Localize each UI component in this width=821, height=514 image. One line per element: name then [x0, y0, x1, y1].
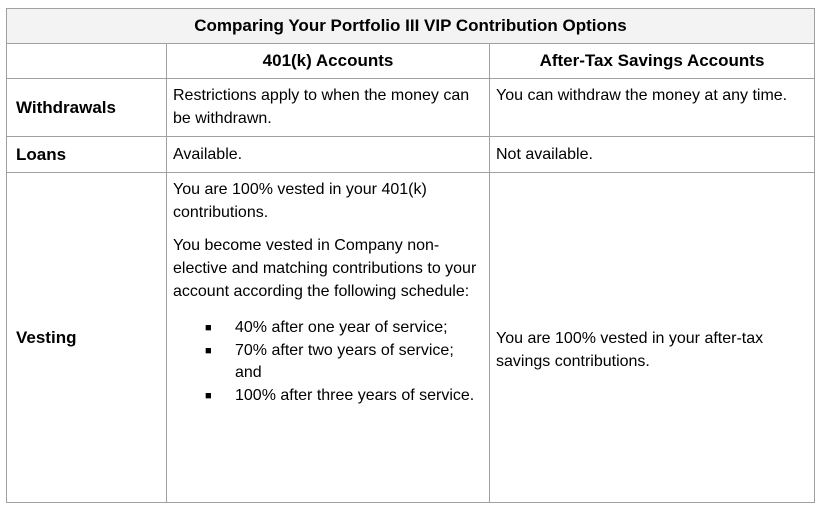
square-bullet-icon: ■ [205, 389, 212, 402]
withdrawals-after-tax-text: You can withdraw the money at any time. [496, 87, 788, 104]
header-blank [7, 44, 167, 79]
header-401k: 401(k) Accounts [167, 44, 490, 79]
schedule-item-text: 70% after two years of service; and [235, 341, 454, 381]
row-label-withdrawals: Withdrawals [7, 79, 167, 137]
square-bullet-icon: ■ [205, 322, 212, 334]
vesting-after-tax-text: You are 100% vested in your after-tax savings contributions. [496, 329, 764, 370]
title-row [7, 9, 815, 44]
table-title: Comparing Your Portfolio III VIP Contribution Options [7, 9, 815, 44]
vesting-schedule-list [173, 317, 483, 407]
row-label-loans: Loans [7, 137, 167, 173]
table-row-loans [7, 137, 815, 173]
list-item [173, 340, 483, 385]
vesting-401k-intro: You are 100% vested in your 401(k) contributions. [173, 181, 427, 221]
schedule-item-text: 40% after one year of service; [235, 319, 448, 336]
cell-loans-after-tax [490, 137, 815, 173]
loans-401k-text: Available. [173, 145, 243, 163]
header-row [7, 44, 815, 79]
withdrawals-401k-text: Restrictions apply to when the money can be withdrawn. [173, 87, 470, 127]
comparison-table [6, 8, 815, 503]
loans-after-tax-text: Not available. [496, 145, 593, 163]
table-row-vesting [7, 173, 815, 503]
header-after-tax: After-Tax Savings Accounts [490, 44, 815, 79]
vesting-schedule-intro: You become vested in Company non-elective and matching contributions to your account according the following schedule: [173, 237, 477, 300]
row-label-vesting: Vesting [7, 173, 167, 503]
list-item [173, 385, 483, 408]
square-bullet-icon: ■ [205, 344, 212, 357]
cell-withdrawals-401k [167, 79, 490, 137]
cell-withdrawals-after-tax [490, 79, 815, 137]
cell-vesting-after-tax [490, 173, 815, 503]
list-item [173, 317, 483, 340]
table-row-withdrawals [7, 79, 815, 137]
schedule-item-text: 100% after three years of service. [235, 386, 475, 404]
cell-vesting-401k [167, 173, 490, 503]
cell-loans-401k [167, 137, 490, 173]
